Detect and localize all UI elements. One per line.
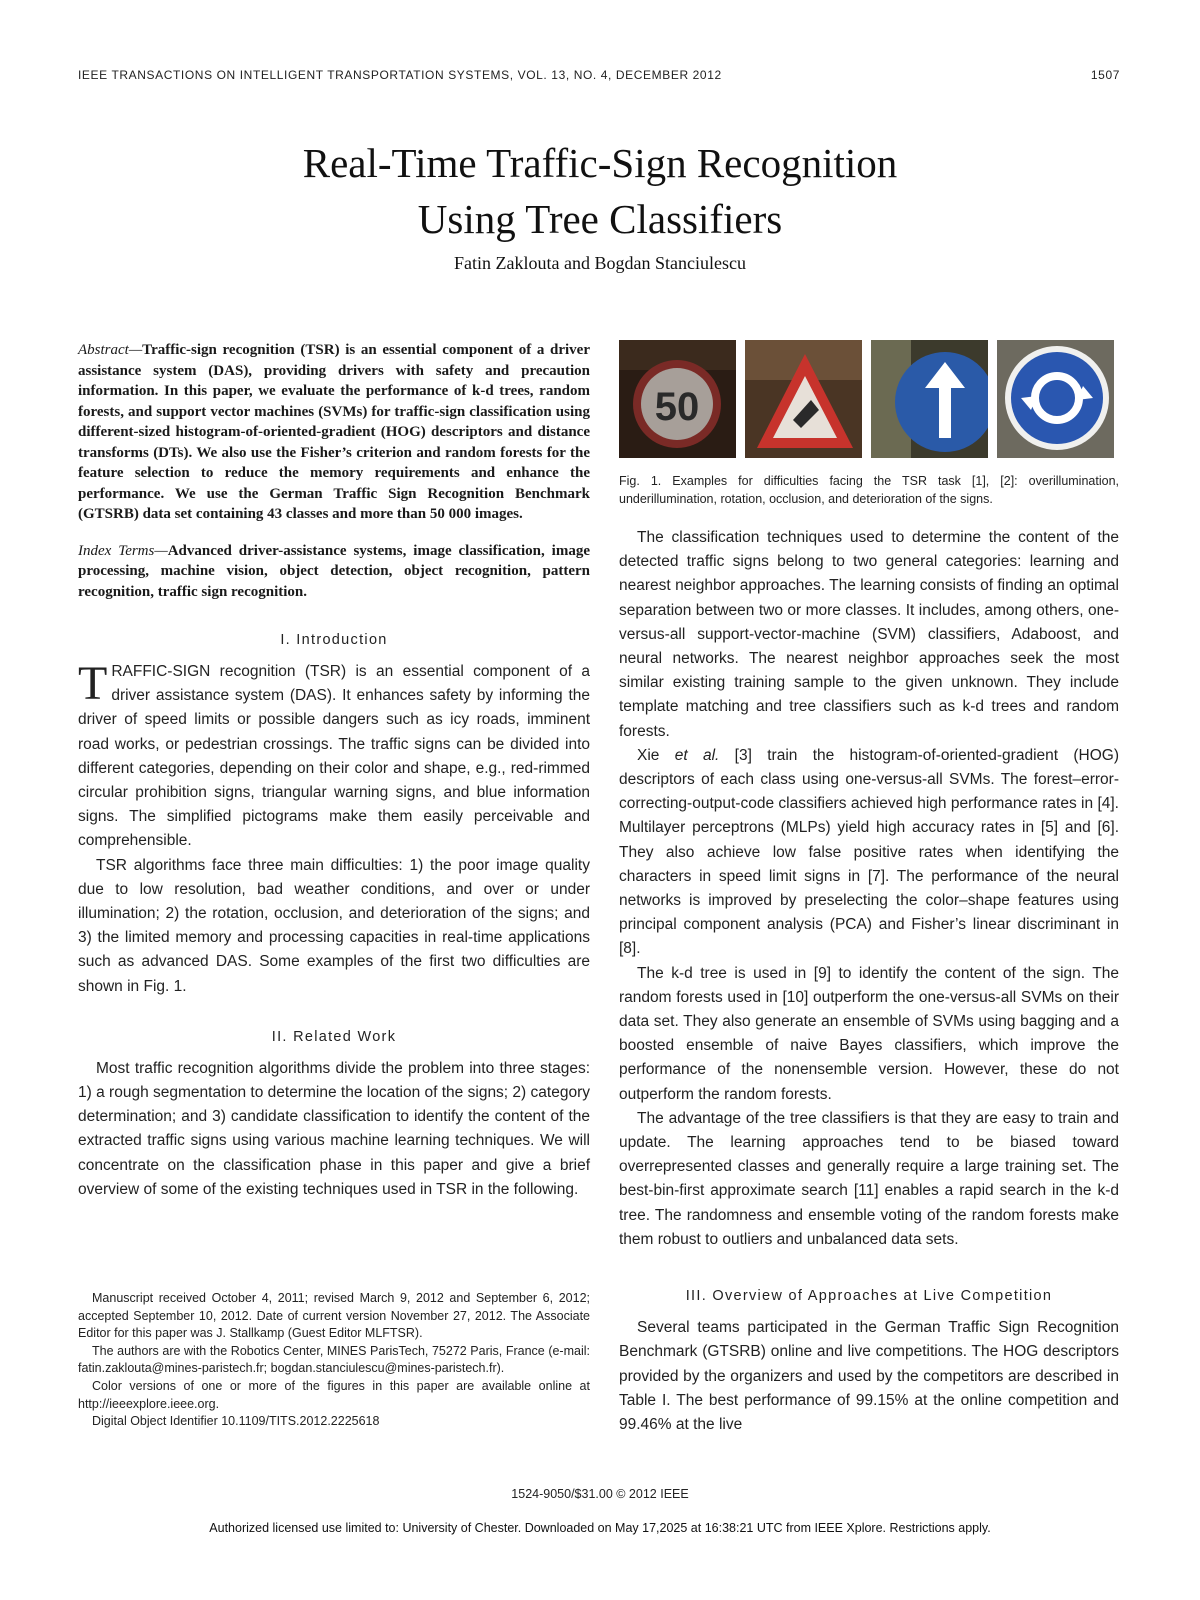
title-line-1: Real-Time Traffic-Sign Recognition: [302, 140, 898, 186]
index-terms: [78, 541, 590, 603]
speed-limit-number: 50: [654, 385, 700, 429]
running-head: [78, 68, 1120, 82]
overview-paragraph-1: Several teams participated in the German Traffic Sign Recognition Benchmark (GTSRB) online and live competitions. The HOG descriptors provided by the organizers and used by the competitors are described in Table I. The best performance of 99.15% at the online competition and 99.46% at the live: [619, 1319, 1119, 1433]
journal-header: IEEE TRANSACTIONS ON INTELLIGENT TRANSPORTATION SYSTEMS, VOL. 13, NO. 4, DECEMBER 2012: [78, 68, 722, 82]
paper-title: [0, 135, 1200, 247]
abstract-text: Traffic-sign recognition (TSR) is an essential component of a driver assistance system (DAS), providing drivers with safety and precaution information. In this paper, we evaluate the performance of k-d trees, random forests, and support vector machines (SVMs) for traffic-sign classification using different-sized histogram-of-oriented-gradient (HOG) descriptors and distance transforms (DTs). We also use the Fisher’s criterion and random forests for the feature selection to reduce the memory requirements and enhance the performance. We use the German Traffic Sign Recognition Benchmark (GTSRB) data set containing 43 classes and more than 50 000 images.: [78, 342, 590, 522]
page-number: 1507: [1090, 68, 1120, 82]
left-column: [78, 340, 590, 1202]
related-paragraph-2: The classification techniques used to determine the content of the detected traffic signs belong to two general categories: learning and nearest neighbor approaches. The learning consists of finding an optimal separation between two or more classes. It includes, among others, one-versus-all support-vector-machine (SVM) classifiers, Adaboost, and neural networks. The nearest neighbor approaches seek the most similar existing training sample to the given unknown. They include template matching and tree classifiers such as k-d trees and random forests.: [619, 529, 1119, 740]
right-column: [619, 340, 1119, 1437]
section-heading-overview: III. Overview of Approaches at Live Competition: [685, 1288, 1053, 1305]
figure-1: [619, 340, 1119, 458]
figure-1-caption: Fig. 1. Examples for difficulties facing the TSR task [1], [2]: overillumination, underillumination, rotation, occlusion, and deterioration of the signs.: [619, 474, 1119, 506]
related-paragraph-1: Most traffic recognition algorithms divide the problem into three stages: 1) a rough segmentation to determine the location of the signs; 2) category determination; and 3) candidate classification to identify the content of the extracted traffic signs using various machine learning techniques. We will concentrate on the classification phase in this paper and give a brief overview of some of the existing techniques used in TSR in the following.: [78, 1059, 590, 1198]
section-heading-introduction: I. Introduction: [280, 632, 388, 648]
sign-roundabout-image: [997, 340, 1114, 458]
footnote-authors: The authors are with the Robotics Center, MINES ParisTech, 75272 Paris, France (e-mail: fatin.zaklouta@mines-paristech.fr; bogdan.stanciulescu@mines-paristech.fr).: [78, 1343, 590, 1376]
title-line-2: Using Tree Classifiers: [417, 196, 783, 242]
index-terms-label: Index Terms—: [78, 542, 168, 559]
related-paragraph-3: Xie et al. [3] train the histogram-of-oriented-gradient (HOG) descriptors of each class using one-versus-all SVMs. The forest–error-correcting-output-code classifiers achieved high performance rates in [4]. Multilayer perceptrons (MLPs) yield high accuracy rates in [5] and [6]. They also achieve low false positive rates when identifying the characters in speed limit signs in [7]. The performance of the neural networks is improved by preselecting the color–shape features using principal component analysis (PCA) and Fisher’s linear discriminant in [8].: [619, 746, 1120, 958]
abstract-label: Abstract—: [78, 342, 143, 358]
footnote-color-versions: Color versions of one or more of the figures in this paper are available online at http://ieeexplore.ieee.org.: [78, 1378, 590, 1411]
sign-rotated-arrow-image: [871, 340, 988, 458]
footnote-doi: Digital Object Identifier 10.1109/TITS.2012.2225618: [92, 1414, 380, 1429]
footnote-manuscript: Manuscript received October 4, 2011; revised March 9, 2012 and September 6, 2012; accepted September 10, 2012. Date of current version November 27, 2012. The Associate Editor for this paper was J. Stallkamp (Guest Editor MLFTSR).: [78, 1291, 590, 1341]
sign-speed-limit-image: [619, 340, 736, 458]
footnotes: [78, 1290, 590, 1431]
intro-paragraph-2: TSR algorithms face three main difficulties: 1) the poor image quality due to low resolution, bad weather conditions, and over or under illumination; 2) the rotation, occlusion, and deterioration of the signs; and 3) the limited memory and processing capacities in real-time applications such as advanced DAS. Some examples of the first two difficulties are shown in Fig. 1.: [78, 856, 590, 995]
dropcap: T: [78, 657, 108, 710]
related-paragraph-4: The k-d tree is used in [9] to identify the content of the sign. The random forests used in [10] outperform the one-versus-all SVMs on their data set. They also generate an ensemble of SVMs using bagging and a boosted ensemble of naive Bayes classifiers, which improve the performance of the nonensemble version. However, these do not outperform the random forests.: [619, 964, 1119, 1103]
related-paragraph-5: The advantage of the tree classifiers is that they are easy to train and update. The learning approaches tend to be biased toward overrepresented classes and generally require a large training set. The best-bin-first approximate search [11] enables a rapid search in the k-d tree. The randomness and ensemble voting of the random forests make them robust to outliers and unbalanced data sets.: [619, 1109, 1119, 1248]
section-heading-related-work: II. Related Work: [271, 1028, 397, 1045]
abstract: [78, 340, 590, 525]
index-terms-text: Advanced driver-assistance systems, image classification, image processing, machine vision, object detection, object recognition, pattern recognition, traffic sign recognition.: [78, 542, 590, 600]
copyright-line: 1524-9050/$31.00 © 2012 IEEE: [511, 1487, 689, 1501]
intro-paragraph-1: TRAFFIC-SIGN recognition (TSR) is an essential component of a driver assistance system (DAS). It enhances safety by informing the driver of speed limits or possible dangers such as icy roads, imminent road works, or pedestrian crossings. The traffic signs can be divided into different categories, depending on their color and shape, e.g., red-rimmed circular prohibition signs, triangular warning signs, and blue information signs. The simplified pictograms make them easily perceivable and comprehensible.: [78, 657, 590, 850]
authors: Fatin Zaklouta and Bogdan Stanciulescu: [454, 253, 746, 273]
sign-warning-triangle-image: [745, 340, 862, 458]
download-note: Authorized licensed use limited to: University of Chester. Downloaded on May 17,2025 at 16:38:21 UTC from IEEE Xplore. Restrictions apply.: [209, 1521, 991, 1535]
